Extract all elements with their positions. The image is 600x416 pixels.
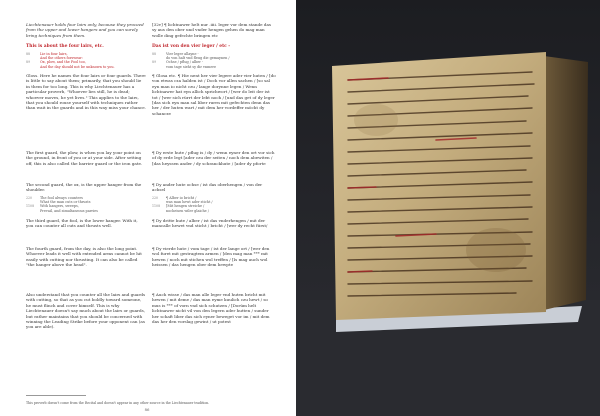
verse-text: With hangers, sweeps, bbox=[40, 204, 79, 209]
verse-text: Prevail, and simultaneous parries bbox=[40, 208, 98, 213]
footnote: This proverb doesn't come from the Recital and doesn't appear in any other source in the Liechtenauer tradition. bbox=[26, 401, 210, 406]
book-edge bbox=[544, 56, 588, 310]
verse-block-english bbox=[26, 52, 146, 69]
heading-english: This is about the four lairs, etc. bbox=[26, 44, 104, 49]
verse-text: Lie in four lairs, bbox=[40, 52, 68, 56]
verse-text: Vier leger allayne - bbox=[166, 52, 199, 56]
verse-text: was man hewt ader sticht / bbox=[166, 200, 213, 205]
verse-number: 89 bbox=[152, 60, 157, 65]
manuscript-page bbox=[332, 52, 546, 320]
verse-line bbox=[26, 65, 146, 69]
verse-text: do von halt vnd fleug die gemaynen / bbox=[166, 56, 230, 61]
footnote-rule bbox=[26, 395, 86, 396]
intro-german: [32v] ¶ lichtnawer helt nur .iiii. leger vor dem stande das sy aus den ober und vnder hengen gehen do mag man wolle ding gefechte bringen etc bbox=[152, 22, 271, 38]
verse-number: 88 bbox=[26, 52, 31, 56]
manuscript-photo bbox=[296, 0, 600, 416]
first-guard-german: ¶ Dy erste hute / pflug is / dy / wenn eyner den ort vor sich of dy erde legt [ader czu der seiten / noch dem abewiten / [das heyssen ander / dy schranckhute / [ader dy pforte bbox=[152, 150, 275, 166]
verse-text: What the man cuts or thrusts bbox=[40, 200, 91, 205]
verse-number: 1108 bbox=[26, 204, 35, 209]
page-stain bbox=[354, 104, 398, 136]
heading-german: Das ist von den vier leger / etc - bbox=[152, 44, 231, 49]
verse-line bbox=[152, 65, 276, 69]
verse-text: ¶ Alber io bricht / bbox=[166, 196, 197, 200]
verse-text: [Mit hengen streiche / bbox=[166, 204, 205, 209]
verse-block-2-german bbox=[152, 196, 276, 213]
text-page bbox=[0, 0, 294, 416]
second-guard-english: The second guard, the ox, is the upper hanger from the shoulder. bbox=[26, 182, 142, 193]
third-guard-english: The third guard, the fool, is the lower hanger. With it, you can counter all cuts and thrusts well. bbox=[26, 218, 138, 229]
verse-text: And the day should not be unknown to you. bbox=[40, 64, 115, 69]
verse-line bbox=[26, 209, 146, 213]
fourth-guard-german: ¶ Dy vierde hute / vom tage / ist der lange ort / [wer den wol furet mit gestragtem armen / [den mag man *** mit hewen / noch mit stichen wol treffen / [Is mag auch wol heissen / das hengen ober dem hewpte bbox=[152, 246, 270, 268]
verse-number: 88 bbox=[152, 52, 157, 56]
manuscript-image bbox=[296, 0, 600, 416]
verse-block-german bbox=[152, 52, 276, 69]
verse-number: 220 bbox=[26, 196, 33, 200]
verse-text: vom tage sieht sy dir vnmere bbox=[166, 64, 216, 69]
verse-line bbox=[152, 209, 276, 213]
verse-text: nocheisen wiler glaiche / bbox=[166, 208, 209, 213]
counter-lairs-german: ¶ Auch wisse / das man alle leger vnd huten bricht mit hewen / mit deme / das man eyme kuulich czu hewt / so mus is *** of vorn vnd sich schutzen / [Dorüm helt lichtnawer nicht vil von den legern ader hutten / sunder her schaft liber das sich eyner beweget vor im / mit dem das her den vorslag gewint / ut potest bbox=[152, 292, 270, 325]
first-guard-english: The first guard, the plow, is when you lay your point on the ground, in front of you or at your side. After setting off, this is also called the barrier guard or the iron gate. bbox=[26, 150, 143, 166]
page-stain bbox=[466, 228, 526, 272]
verse-text: The fool always counters bbox=[40, 196, 83, 200]
verse-number: 89 bbox=[26, 60, 31, 65]
verse-text: Ox, plow, and the Fool too, bbox=[40, 60, 86, 65]
third-guard-german: ¶ Dy dritte hute / alber / ist das vnderhengen / mit der mancalle hewet vnd sticht / bricht / [wer dy recht fürst/ bbox=[152, 218, 268, 229]
verse-number: 1108 bbox=[152, 204, 161, 209]
counter-lairs-english: Also understand that you counter all the lairs and guards with cutting, so that as you cut boldly toward someone, he must flinch and cover himself. This is why Liechtenauer doesn't say much about the lairs or guards, but rather maintains that you should be concerned with winning the Leading Strike before your opponent can (as you are able). bbox=[26, 292, 146, 330]
page-number: 86 bbox=[144, 407, 150, 412]
second-guard-german: ¶ Dy ander hute ochse / ist das oberhengen / von der achsel bbox=[152, 182, 263, 193]
verse-number: 220 bbox=[152, 196, 159, 200]
verse-block-2-english bbox=[26, 196, 146, 213]
intro-english: Liechtenauer holds four lairs only, because they proceed from the upper and lower hangers and you can surely bring techniques from them. bbox=[26, 22, 144, 38]
gloss-german: ¶ Glosa etc. ¶ Hie nent her vier legere ader vier huten / [do von etwas cza halden ist / Doch vor allen sachen / [so sal eyn man io nicht czu / lange dorynne legen / Wenn lichtnawer hat eyn allich sprichwort / [wer do leit der ist tot / [wer sich rürrt der lebt noch / [und das get of dy leger [das sich eyn man sal liber rurrn mit gefechten denn das her / der huten wart / mit dem her vordeffer möcht dy schancze bbox=[152, 73, 276, 116]
fourth-guard-english: The fourth guard, from the day, is also the long point. Whoever leads it well with extended arms cannot be hit easily with cutting nor thrusting. It can also be called "the hanger above the head". bbox=[26, 246, 142, 268]
verse-text: And the others forswear: bbox=[40, 56, 83, 61]
verse-text: Ochse / pflug / alber - bbox=[166, 60, 204, 65]
gloss-english: Gloss. Here he names the four lairs or four guards. There is little to say about them; primarily, that you should lie in them for too long. This is why Liechtenauer has a particular proverb, "Whoever lies still, he is dead; whoever moves, he yet lives." This applies to the lairs, that you should rouse yourself with techniques rather than wait in the guards and in this way miss your chance. bbox=[26, 73, 146, 111]
